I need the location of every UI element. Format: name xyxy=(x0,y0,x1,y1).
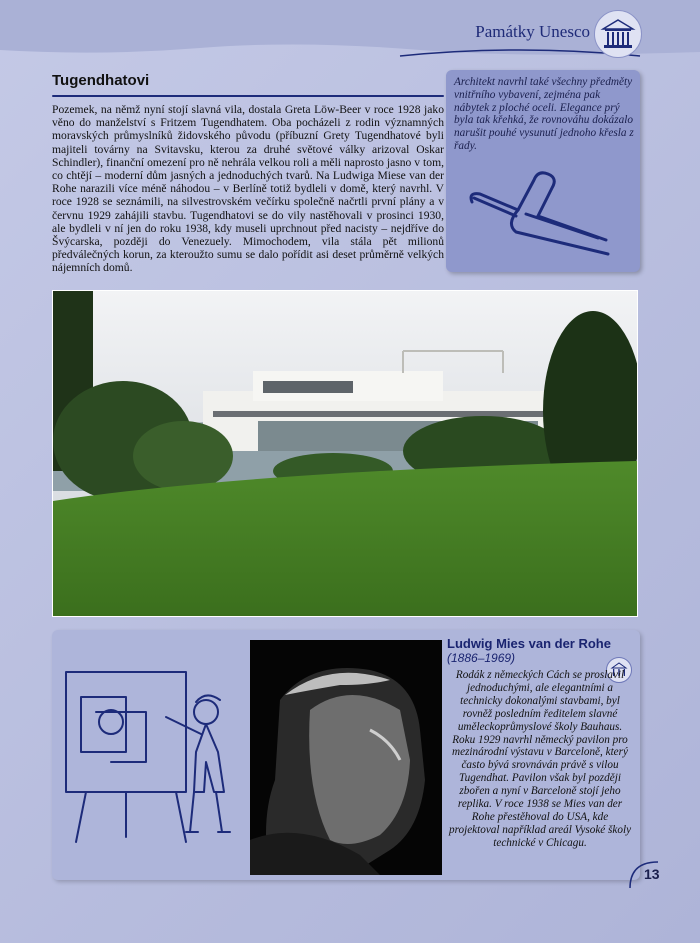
section-title: Památky Unesco xyxy=(475,22,590,41)
villa-tugendhat-photo xyxy=(52,290,638,617)
article-section xyxy=(52,72,444,275)
page-number xyxy=(628,858,672,892)
title-underline xyxy=(52,95,444,97)
architect-drawing-sketch xyxy=(56,642,246,872)
architect-bio xyxy=(447,637,633,850)
article-title: Tugendhatovi xyxy=(52,72,150,89)
cantilever-chair-sketch xyxy=(466,162,626,262)
note-text: Architekt navrhl také všechny předměty vnitřního vybavení, zejména pak nábytek z ploché oceli. Elegance prý byla tak křehká, že rovnováhu dokázalo narušit pouhé vysunutí jednoho křesla z řady. xyxy=(454,76,634,152)
page-number-text: 13 xyxy=(644,866,660,882)
bio-text: Rodák z německých Cách se proslavil jednoduchými, ale elegantními a technicky dokonalými stavbami, byl rovněž posledním ředitelem slavné uměleckoprůmyslové školy Bauhaus. Roku 1929 navrhl německý pavilon pro mezinárodní výstavu v Barceloně, který často bývá srovnáván právě s vilou Tugendhat. Pavilon však byl později zbořen a nyní v Barceloně stojí jeho replika. V roce 1938 se Mies van der Rohe přestěhoval do USA, kde projektoval například areál Vysoké školy technické v Chicagu. xyxy=(448,669,632,849)
unesco-temple-icon xyxy=(594,10,642,58)
article-body: Pozemek, na němž nyní stojí slavná vila, dostala Greta Löw-Beer v roce 1928 jako věno do manželství s Fritzem Tugendhatem. Oba pocházeli z rodin významných moravských průmyslníků židovského původu (příbuzní Grety Tugendhatové byli majiteli továrny na Svitavsku, kterou za druhé světové války arizoval Oskar Schindler), finanční omezení pro ně nehrála velkou roli a měli naprosto jasno v tom, co chtějí – moderní dům jasných a jednoduchých tvarů. Na Ludwiga Miese van der Rohe narazili více méně náhodou – v Berlíně totiž bydleli v domě, který navrhl. V roce 1928 se seznámili, na silvestrovském večírku společně načrtli první plány a v červnu 1929 zahájili stavbu. Tugendhatovi se do vily nastěhovali v prosinci 1930, ale bydleli v ní jen do roku 1938, kdy museli uprchnout před nacisty – nejdříve do Švýcarska, později do Venezuely. Mimochodem, vila stála pět milionů předválečných korun, za kteroužto sumu se dalo pořídit asi deset průměrně velkých nájemních domů. xyxy=(52,103,444,275)
page-header xyxy=(0,0,700,62)
mies-van-der-rohe-portrait xyxy=(250,640,442,875)
bio-name: Ludwig Mies van der Rohe xyxy=(447,636,611,651)
sidebar-note xyxy=(446,70,640,272)
bio-years: (1886–1969) xyxy=(447,651,516,665)
